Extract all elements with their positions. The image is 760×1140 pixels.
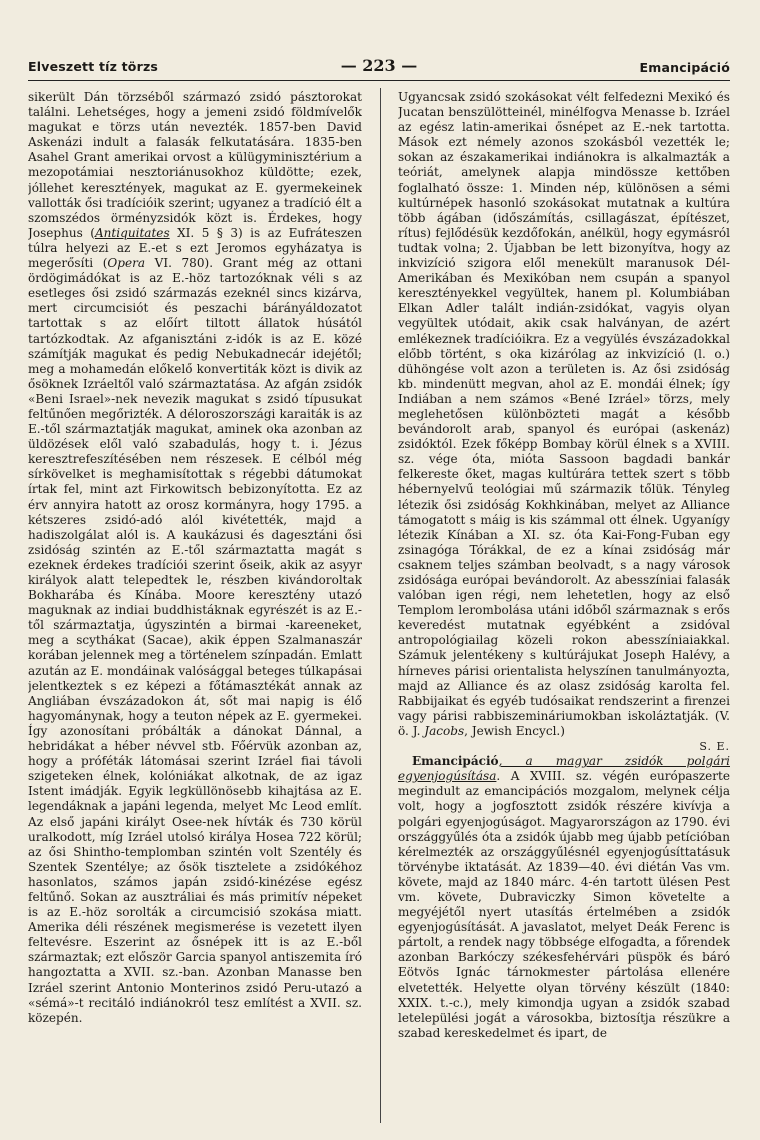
- entry-headword: Emancipáció: [412, 754, 499, 769]
- header-rule: [28, 80, 730, 81]
- emancipacio-entry: [398, 754, 730, 1041]
- antiquitates-citation: Antiquitates: [94, 225, 170, 240]
- left-text-b: XI. 5 § 3) is az Eufráteszen túlra helyezi az E.-et s ezt Jeromos egyházatya is megerősíti (: [28, 225, 362, 271]
- left-column: [28, 90, 362, 1130]
- right-text-end: , Jewish Encycl.): [464, 723, 565, 738]
- running-header: [28, 56, 730, 78]
- right-paragraph-1: [398, 90, 730, 754]
- page-number: — 223 —: [340, 56, 418, 75]
- left-text-c: VI. 780). Grant még az ottani ördögimádókat is az E.-höz tartozóknak véli s az esetleges ősi zsidó származás ezeknél sincs kizárva, mert circumcisiót és peszachi bárányáldozatot tartottak s az előírt tiltott állatok húsától tartózkodtak. Az afganisztáni z-idók is az E. közé számítják magukat és pedig Nebukadnecár idejétől; meg a mohamedán előkelő konvertiták közt is divik az ősöknek Izráeltől való származtatása. Az afgán zsidók «Beni Israel»-nek nevezik magukat s zsidó típusukat feltűnően megőrizték. A déloroszországi karaiták is az E.-től származtatják magukat, aminek oka azonban az üldözések elől való szabadulás, hogy t. i. Jézus keresztrefeszítésében nem részesek. E célból még sírkövelket is meghamisítottak s régebbi dátumokat írtak fel, mint azt Firkowitsch bebizonyította. Ez az érv annyira hatott az orosz kormányra, hogy 1795. a kétszeres zsidó-adó alól kivétették, majd a hadiszolgálat alól is. A kaukázusi és dagesztáni ősi zsidóság szintén az E.-től származtatta magát s ezeknek érdekes tradíciói szerint őseik, akik az asyyr királyok alatt telepedtek le, részben kivándoroltak Bokharába és Kínába. Moore keresztény utazó maguknak az indiai buddhistáknak egyrészét is az E.-től származtatja, úgyszintén a birmai -kareeneket, meg a scythákat (Sacae), akik éppen Szalmanaszár korában jelennek meg a történelem színpadán. Emlatt azután az E. mondáinak valósággal beteges túlkapásai jelentkeztek s ez képezi a főtámasztékát annak az Angliában évszázadokon át, sőt mai napig is élő hagyománynak, hogy a teuton népek az E. gyermekei. Így azonosítani próbálták a dánokat Dánnal, a hebridákat a héber névvel stb. Főérvük azonban az, hogy a próféták látomásai szerint Izráel fiai távoli szigeteken élnek, kolóniákat alkotnak, de az igaz Istent imádják. Egyik legküllönösebb kihajtása az E. legendáknak a japáni legenda, melyet Mc Leod említ. Az első japáni királyt Osee-nek hívták és 730 körül uralkodott, míg Izráel utolsó királya Hosea 722 körül; az ősi Shintho-templomban szintén volt Szentély és Szentek Szentélye; az ősök tisztelete a zsidókéhoz hasonlatos, számos japán zsidó-kinézése egész feltűnő. Sokan az ausztráliai és más primitív népeket is az E.-höz sorolták a circumcisió szokása miatt. Amerika déli részének megismerése is vezetett ilyen feltevésre. Eszerint az ősnépek itt is az E.-ből származtak; ezt először Garcia spanyol antiszemita író hangoztatta a XVII. sz.-ban. Azonban Manasse ben Izráel szerint Antonio Monterinos zsidó Peru-utazó a «sémá»-t recitáló indiánokról tesz említést a XVII. sz. közepén.: [28, 256, 362, 1025]
- running-head-right: Emancipáció: [639, 60, 730, 75]
- left-paragraph: [28, 90, 362, 1026]
- jacobs-citation: Jacobs: [424, 723, 465, 738]
- entry-subtitle: , a magyar zsidók polgári egyenjogúsítása: [398, 754, 730, 784]
- left-text-a: sikerült Dán törzséből származó zsidó pásztorokat találni. Lehetséges, hogy a jemeni zsidó földmívelők magukat e törzs után nevezték. 1857-ben David Askenázi indult a falasák felkutatására. 1835-ben Asahel Grant amerikai orvost a külügyminisztérium a mezopotámiai nesztoriánusokhoz küldötte; ezek, jóllehet keresztények, magukat az E. gyermekeinek vallották ősi tradícióik szerint; ugyanez a tradíció élt a szomszédos örményzsidók közt is. Érdekes, hogy Josephus (: [28, 90, 362, 240]
- entry-body: . A XVIII. sz. végén európaszerte megindult az emancipációs mozgalom, melynek célja volt, hogy a jogfosztott zsidók részére kivívja a polgári egyenjogúságot. Magyarországon az 1790. évi országgyűlés óta a zsidók újabb meg újabb petícióban kérelmezték az országgyűlésnél egyenjogúsíttatásuk törvénybe iktatását. Az 1839—40. évi diétán Vas vm. követe, majd az 1840 márc. 4-én tartott ülésen Pest vm. követe, Dubraviczky Simon követelte a megyéjétől nyert utasítás értelmében a zsidók egyenjogúsítását. A javaslatot, melyet Deák Ferenc is pártolt, a rendek nagy többsége elfogadta, a főrendek azonban Barkóczy székesfehérvári püspök és báró Eötvös Ignác tárnokmester pártolása ellenére elvetették. Helyette olyan törvény készült (1840: XXIX. t.-c.), mely kimondja ugyan a zsidók szabad letelepülési jogát a városokba, biztosítja részükre a szabad kereskedelmet és ipart, de: [398, 769, 730, 1040]
- opera-citation: Opera: [107, 256, 146, 271]
- right-column: [398, 90, 730, 1130]
- author-signature: S. E.: [699, 740, 730, 754]
- right-text: Ugyancsak zsidó szokásokat vélt felfedezni Mexikó és Jucatan benszülötteinél, minélfogva Menasse b. Izráel az egész latin-amerikai ősnépet az E.-nek tartotta. Mások ezt némely azonos szokásból vezették le; sokan az északamerikai indiánokra is alkalmazták a teóriát, amelynek alapja mindössze kettőben foglalható össze: 1. Minden nép, különösen a sémi kultúrnépek hasonló szokásokat mutatnak a kultúra több ágában (időszámítás, csillagászat, építészet, rítus) fejlődésük kezdőfokán, anélkül, hogy egymásról tudtak volna; 2. Újabban be lett bizonyítva, hogy az inkvizíció szigora elől menekült maranusok Dél-Amerikában és Mexikóban nem csupán a spanyol keresztényekkel vegyültek, hanem pl. Kolumbiában Elkan Adler talált indián-zsidókat, vagyis olyan vegyültek utódait, akik csak halványan, de azért emlékeznek tradícióikra. Ez a vegyülés évszázadokkal előbb történt, s oka kizárólag az inkvizíció (l. o.) dühöngése volt azon a területen is. Az ősi zsidóság kb. mindenütt megvan, ahol az E. mondái élnek; így Indiában a nem számos «Bené Izráel» törzs, mely meglehetősen különbözteti magát a később bevándorolt arab, spanyol és európai (askenáz) zsidóktól. Ezek főképp Bombay körül élnek s a XVIII. sz. vége óta, mióta Sassoon bagdadi bankár felkereste őket, magas kultúrára tettek szert s több hébernyelvű teológiai mű származik tőlük. Tényleg létezik ősi zsidóság Kokhkinában, melyet az Alliance támogatott s máig is kis számmal ott élnek. Ugyanígy létezik Kínában a XI. sz. óta Kai-Fong-Fuban egy zsinagóga Tórákkal, de ez a kínai zsidóság már csaknem teljes számban beolvadt, s a nagy városok zsidósága európai bevándorolt. Az abesszíniai falasák valóban igen régi, nem lehetetlen, hogy az első Templom lerombolása utáni időből származnak s erős keveredést mutatnak egyébként a zsidóval antropológiailag közeli rokon abesszíniaiakkal. Számuk jelentékeny s kultúrájukat Joseph Halévy, a hírneves párisi orientalista helyszínen tanulmányozta, majd az Alliance és az olasz zsidóság karolta fel. Rabbijaikat és egyéb tudósaikat rendszerint a firenzei vagy párisi rabbiszemináriumokban iskoláztatják. (V. ö. J.: [398, 90, 730, 738]
- running-head-left: Elveszett tíz törzs: [28, 59, 159, 74]
- column-divider: [380, 88, 381, 1123]
